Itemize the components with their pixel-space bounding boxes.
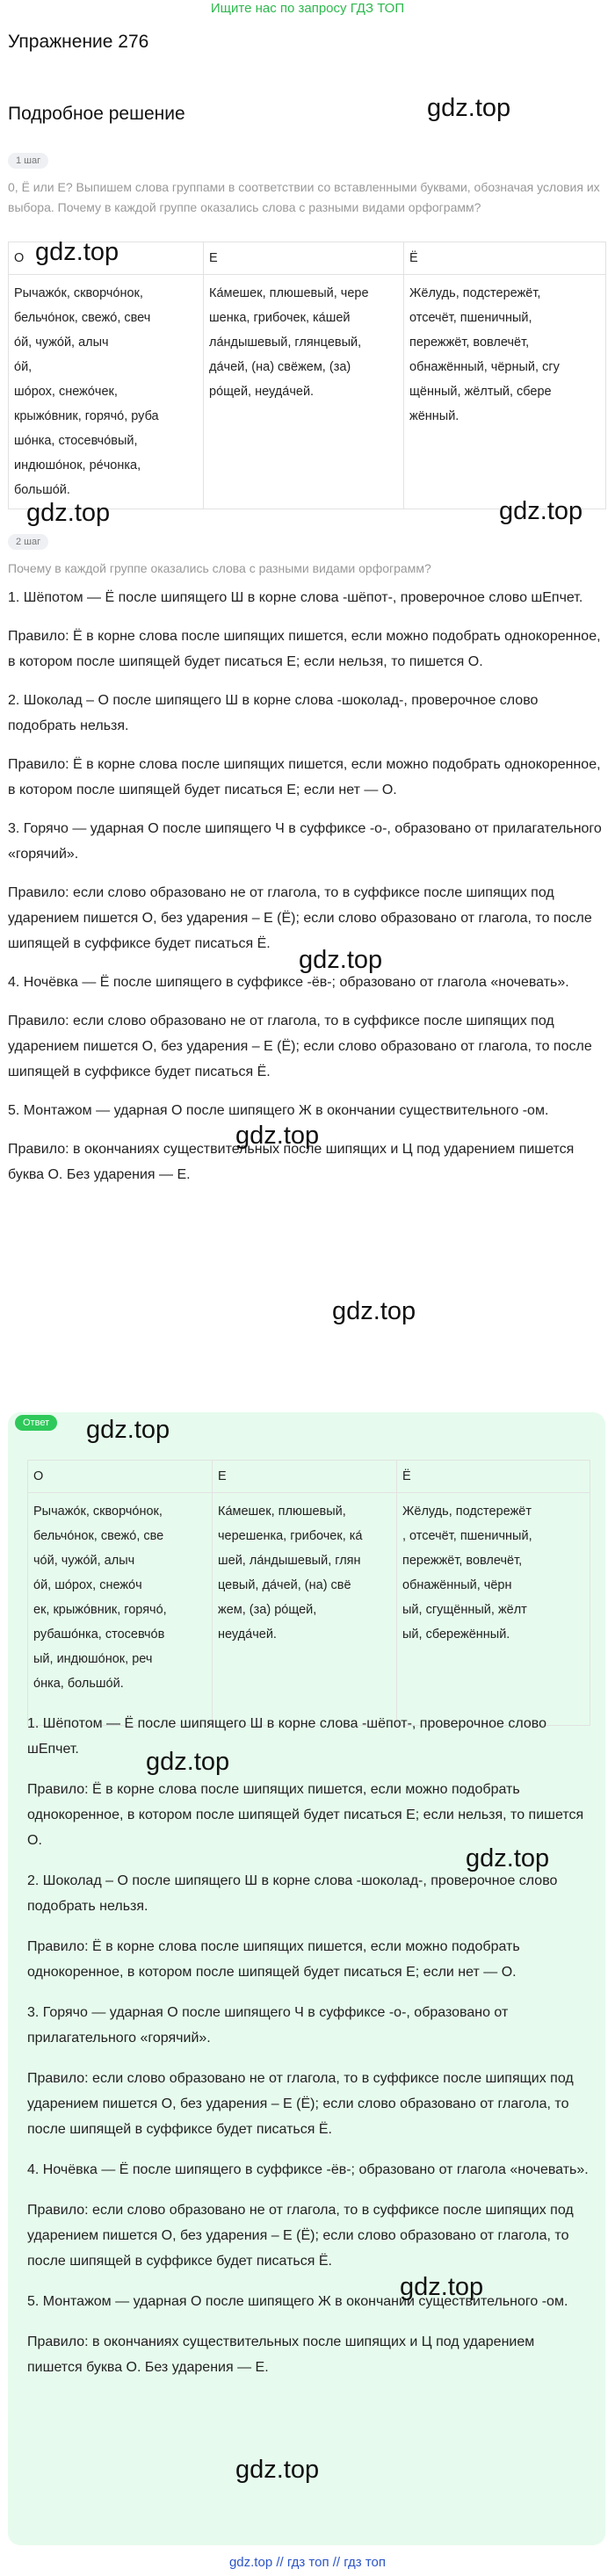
word-line: Рычажо́к, скворчо́нок, [33,1504,163,1519]
word-line: чо́й, чужо́й, алыч [33,1554,135,1568]
col-header-yo: Ё [397,1461,590,1493]
word-line: ро́щей, неуда́чей. [209,385,315,399]
solution-paragraph: 4. Ночёвка — Ё после шипящего в суффиксе -ёв-; образовано от глагола «ночевать». [8,975,569,990]
word-line: о́нка, большо́й. [33,1677,124,1691]
solution-paragraph: 5. Монтажом — ударная О после шипящего Ж в окончании существительного -ом. [8,1103,549,1118]
word-line: , отсечёт, пшеничный, [402,1529,532,1543]
watermark: gdz.top [400,2273,484,2301]
word-line: пережжёт, вовлечёт, [402,1554,523,1568]
col-header-yo: Ё [404,242,606,275]
step-badge: 1 шаг [8,153,48,169]
cell-o-words [9,275,204,509]
rule-paragraph: Правило: Ё в корне слова после шипящих пишется, если можно подобрать однокоренное, в котором после шипящей будет писаться Е; если нет — О. [8,757,601,797]
word-line: о́й, [14,360,33,374]
col-header-e: Е [213,1461,397,1493]
word-line: рубашо́нка, стосевчо́в [33,1627,165,1642]
rule-paragraph: Правило: в окончаниях существительных после шипящих и Ц под ударением пишется буква О. Без ударения — Е. [8,1142,575,1182]
word-line: бельчо́нок, свежо́, свеч [14,311,151,325]
rule-paragraph: Правило: Ё в корне слова после шипящих пишется, если можно подобрать однокоренное, в котором после шипящей будет писаться Е; если нет — О. [27,1939,520,1980]
word-line: ый, сгущённый, жёлт [402,1603,527,1617]
word-line: ый, индюшо́нок, реч [33,1652,153,1666]
word-line: шо́рох, снежо́чек, [14,385,118,399]
col-header-o: О [9,242,204,275]
cell-yo-words [404,275,606,509]
solution-paragraph: 2. Шоколад – О после шипящего Ш в корне слова -шоколад-, проверочное слово подобрать нельзя. [8,693,539,733]
col-header-o: О [28,1461,213,1493]
word-line: Жёлудь, подстережёт, [409,286,541,300]
watermark: gdz.top [35,238,119,266]
solution-paragraph: 1. Шёпотом — Ё после шипящего Ш в корне слова -шёпот-, проверочное слово шЕпчет. [8,590,583,605]
word-line: жем, (за) ро́щей, [218,1603,317,1617]
page-title: Упражнение 276 [8,32,149,52]
solution-paragraph: 1. Шёпотом — Ё после шипящего Ш в корне слова -шёпот-, проверочное слово шЕпчет. [27,1716,546,1757]
word-line: Рычажо́к, скворчо́нок, [14,286,143,300]
word-line: крыжо́вник, горячо́, руба [14,409,159,423]
word-line: щённый, жёлтый, сбере [409,385,552,399]
word-line: Жёлудь, подстережёт [402,1504,532,1519]
rule-paragraph: Правило: если слово образовано не от глагола, то в суффиксе после шипящих под ударением пишется О, без ударения – Е (Ё); если слово образовано от глагола, то после шипящей в суффиксе будет писаться Ё. [27,2203,574,2269]
rule-paragraph: Правило: если слово образовано не от глагола, то в суффиксе после шипящих под ударением пишется О, без ударения – Е (Ё); если слово образовано от глагола, то после шипящей в суффиксе будет писаться Ё. [8,885,592,951]
rule-paragraph: Правило: Ё в корне слова после шипящих пишется, если можно подобрать однокоренное, в котором после шипящей будет писаться Е; если нельзя, то пишется О. [8,629,601,669]
solution-block [8,585,605,1201]
word-line: жённый. [409,409,459,423]
watermark: gdz.top [235,1122,320,1150]
cell-e-words [213,1493,397,1726]
word-line: шей, ла́ндышевый, глян [218,1554,361,1568]
search-banner[interactable]: Ищите нас по запросу ГДЗ ТОП [210,1,405,16]
watermark: gdz.top [427,94,511,122]
section-title: Подробное решение [8,104,185,124]
word-line: черешенка, грибочек, ка́ [218,1529,363,1543]
word-line: ек, крыжо́вник, горячо́, [33,1603,167,1617]
cell-o-words [28,1493,213,1726]
solution-paragraph: 2. Шоколад – О после шипящего Ш в корне слова -шоколад-, проверочное слово подобрать нельзя. [27,1873,558,1914]
step-badge: 2 шаг [8,534,48,550]
answer-words-table [27,1460,590,1726]
word-line: большо́й. [14,483,70,497]
word-line: Ка́мешек, плюшевый, чере [209,286,369,300]
word-line: да́чей, (на) свёжем, (за) [209,360,351,374]
word-line: бельчо́нок, свежо́, све [33,1529,164,1543]
word-line: неуда́чей. [218,1627,277,1642]
cell-yo-words [397,1493,590,1726]
footer-links[interactable]: gdz.top // гдз топ // гдз топ [228,2555,387,2570]
answer-solution-block [27,1711,590,2395]
cell-e-words [204,275,404,509]
word-line: ый, сбережённый. [402,1627,510,1642]
word-line: шо́нка, стосевчо́вый, [14,434,138,448]
word-line: пережжёт, вовлечёт, [409,336,530,350]
word-line: обнажённый, чёрн [402,1578,512,1592]
watermark: gdz.top [499,497,583,525]
rule-paragraph: Правило: если слово образовано не от глагола, то в суффиксе после шипящих под ударением пишется О, без ударения – Е (Ё); если слово образовано от глагола, то после шипящей в суффиксе будет писаться Ё. [27,2071,574,2137]
word-line: Ка́мешек, плюшевый, [218,1504,346,1519]
solution-paragraph: 5. Монтажом — ударная О после шипящего Ж в окончании существительного -ом. [27,2294,568,2309]
word-line: шенка, грибочек, ка́шей [209,311,351,325]
word-line: обнажённый, чёрный, сгу [409,360,560,374]
watermark: gdz.top [332,1297,416,1325]
watermark: gdz.top [26,499,111,527]
word-line: о́й, чужо́й, алыч [14,336,109,350]
rule-paragraph: Правило: если слово образовано не от глагола, то в суффиксе после шипящих под ударением пишется О, без ударения – Е (Ё); если слово образовано от глагола, то после шипящей в суффиксе будет писаться Ё. [8,1014,592,1079]
col-header-e: Е [204,242,404,275]
word-line: индюшо́нок, ре́чонка, [14,458,141,473]
watermark: gdz.top [86,1416,170,1444]
rule-paragraph: Правило: Ё в корне слова после шипящих пишется, если можно подобрать однокоренное, в котором после шипящей будет писаться Е; если нельзя, то пишется О. [27,1782,584,1848]
word-line: цевый, да́чей, (на) свё [218,1578,351,1592]
watermark: gdz.top [466,1844,550,1872]
task-text: 0, Ё или Е? Выпишем слова группами в соответствии со вставленными буквами, обозначая условия их выбора. Почему в каждой группе оказались слова с разными видами орфограмм? [8,180,600,214]
answer-badge: Ответ [15,1415,57,1431]
rule-paragraph: Правило: в окончаниях существительных после шипящих и Ц под ударением пишется буква О. Без ударения — Е. [27,2334,535,2375]
watermark: gdz.top [235,2456,320,2484]
solution-paragraph: 4. Ночёвка — Ё после шипящего в суффиксе -ёв-; образовано от глагола «ночевать». [27,2162,589,2177]
question-text: Почему в каждой группе оказались слова с разными видами орфограмм? [8,561,431,575]
solution-paragraph: 3. Горячо — ударная О после шипящего Ч в суффиксе -о-, образовано от прилагательного «горячий». [8,821,602,862]
watermark: gdz.top [146,1748,230,1776]
watermark: gdz.top [299,946,383,974]
words-table [8,242,606,509]
word-line: ла́ндышевый, глянцевый, [209,336,362,350]
word-line: о́й, шо́рох, снежо́ч [33,1578,142,1592]
word-line: отсечёт, пшеничный, [409,311,532,325]
solution-paragraph: 3. Горячо — ударная О после шипящего Ч в суффиксе -о-, образовано от прилагательного «горячий». [27,2005,509,2046]
